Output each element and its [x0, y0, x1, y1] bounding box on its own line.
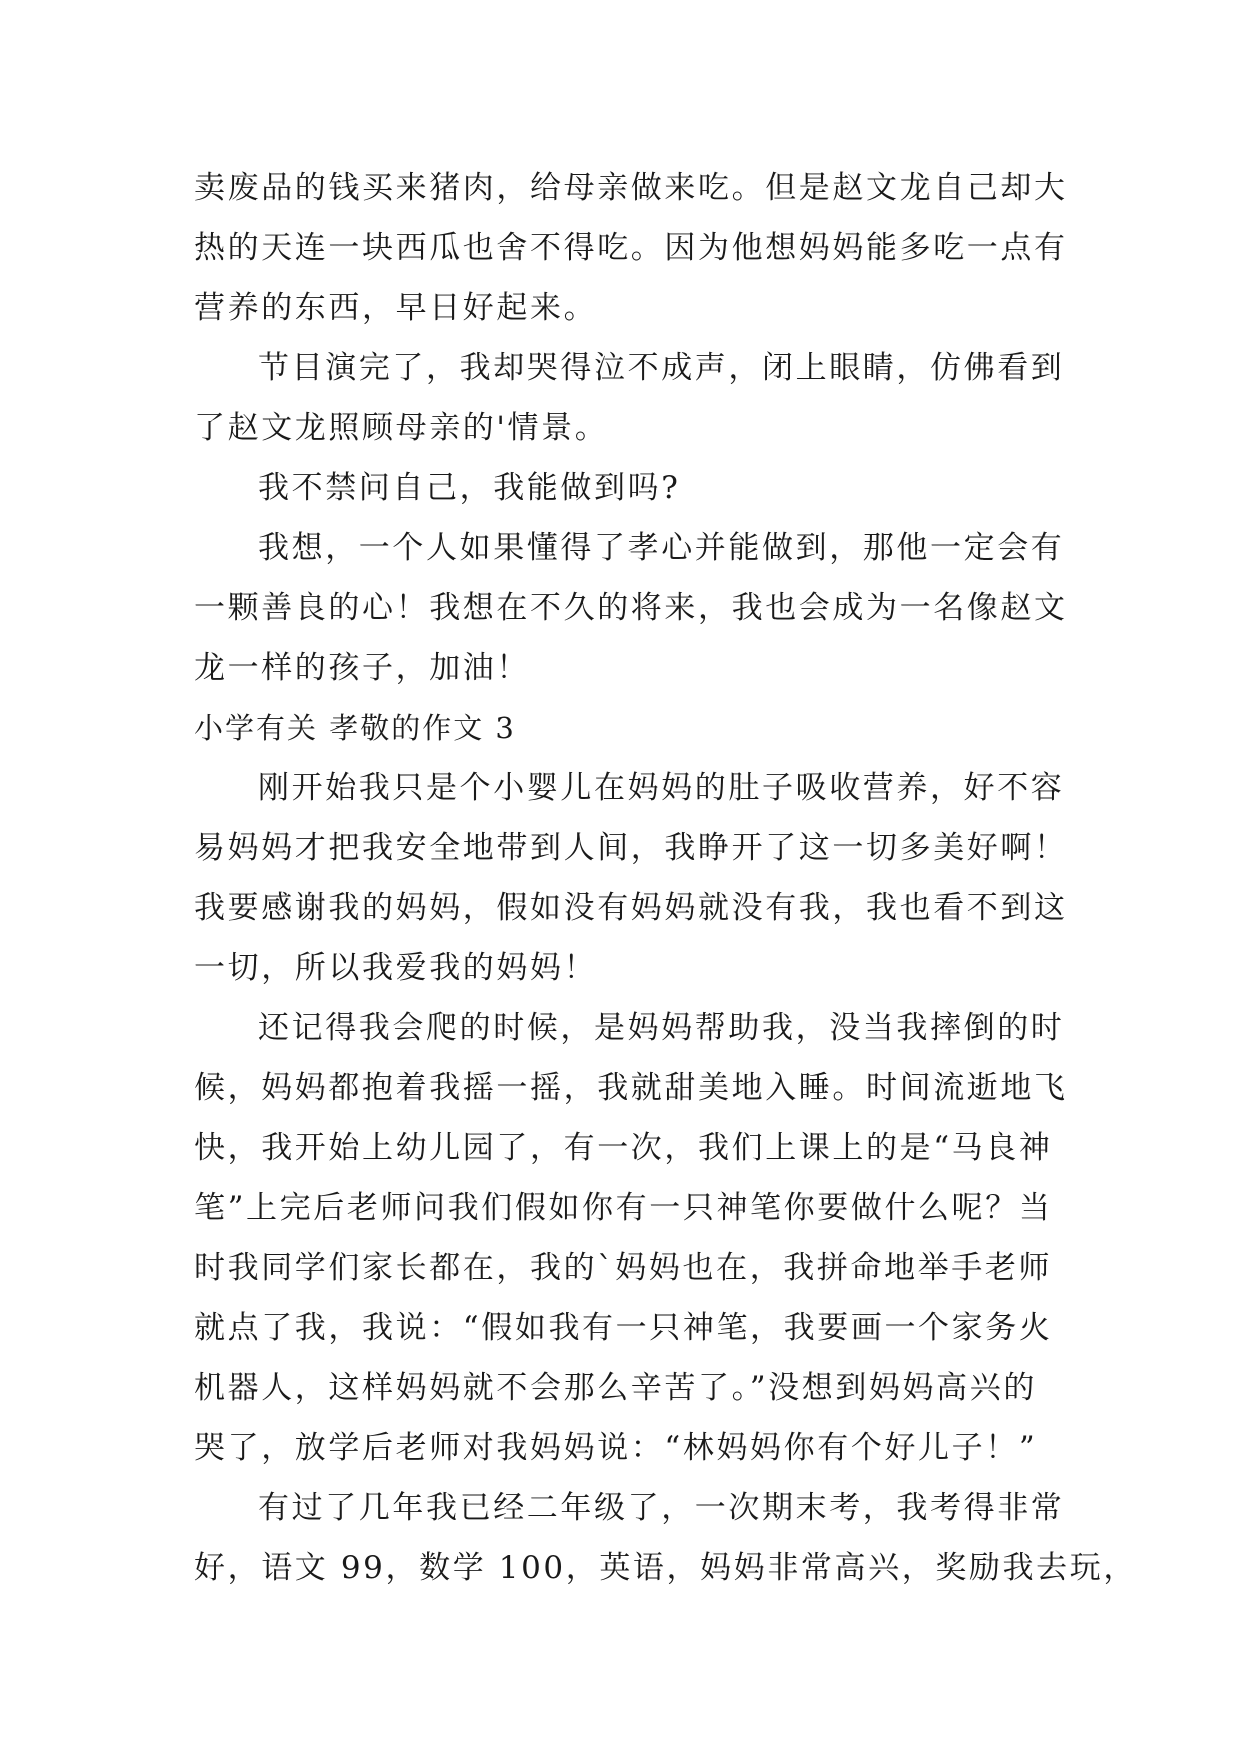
text-line: 就点了我，我说：“假如我有一只神笔，我要画一个家务火 — [194, 1310, 1053, 1346]
document-page — [194, 158, 1137, 1598]
text-line: 热的天连一块西瓜也舍不得吃。因为他想妈妈能多吃一点有 — [194, 230, 1068, 266]
paragraph — [194, 338, 1065, 458]
text-line: 卖废品的钱买来猪肉，给母亲做来吃。但是赵文龙自己却大 — [194, 170, 1068, 206]
paragraph — [194, 758, 1068, 998]
text-line: 笔”上完后老师问我们假如你有一只神笔你要做什么呢？当 — [194, 1190, 1053, 1226]
text-line: 一切，所以我爱我的妈妈！ — [194, 950, 598, 986]
text-line: 易妈妈才把我安全地带到人间，我睁开了这一切多美好啊！ — [194, 830, 1068, 866]
paragraph — [194, 458, 1054, 518]
text-line: 营养的东西，早日好起来。 — [194, 290, 598, 326]
section-title: 小学有关 孝敬的作文 3 — [194, 711, 516, 745]
text-line: 哭了，放学后老师对我妈妈说：“林妈妈你有个好儿子！” — [194, 1430, 1038, 1466]
text-line: 快，我开始上幼儿园了，有一次，我们上课上的是“马良神 — [194, 1130, 1053, 1166]
text-line: 还记得我会爬的时候，是妈妈帮助我，没当我摔倒的时 — [258, 1010, 1065, 1046]
text-line: 好，语文 99，数学 100，英语，妈妈非常高兴，奖励我去玩， — [194, 1550, 1137, 1586]
text-line: 刚开始我只是个小婴儿在妈妈的肚子吸收营养，好不容 — [258, 770, 1065, 806]
text-line: 我不禁问自己，我能做到吗? — [258, 470, 681, 506]
text-line: 时我同学们家长都在，我的`妈妈也在，我拼命地举手老师 — [194, 1250, 1053, 1286]
text-line: 一颗善良的心！我想在不久的将来，我也会成为一名像赵文 — [194, 590, 1068, 626]
text-line: 我要感谢我的妈妈，假如没有妈妈就没有我，我也看不到这 — [194, 890, 1068, 926]
paragraph — [194, 1478, 1137, 1598]
paragraph — [194, 158, 1068, 338]
text-line: 我想，一个人如果懂得了孝心并能做到，那他一定会有 — [258, 530, 1065, 566]
paragraph — [194, 518, 1068, 698]
text-line: 节目演完了，我却哭得泣不成声，闭上眼睛，仿佛看到 — [258, 350, 1065, 386]
text-line: 龙一样的孩子，加油！ — [194, 650, 530, 686]
paragraph — [194, 998, 1068, 1478]
text-line: 有过了几年我已经二年级了，一次期末考，我考得非常 — [258, 1490, 1065, 1526]
text-line: 了赵文龙照顾母亲的'情景。 — [194, 410, 609, 446]
text-line: 机器人，这样妈妈就不会那么辛苦了。”没想到妈妈高兴的 — [194, 1370, 1037, 1406]
text-line: 候，妈妈都抱着我摇一摇，我就甜美地入睡。时间流逝地飞 — [194, 1070, 1068, 1106]
